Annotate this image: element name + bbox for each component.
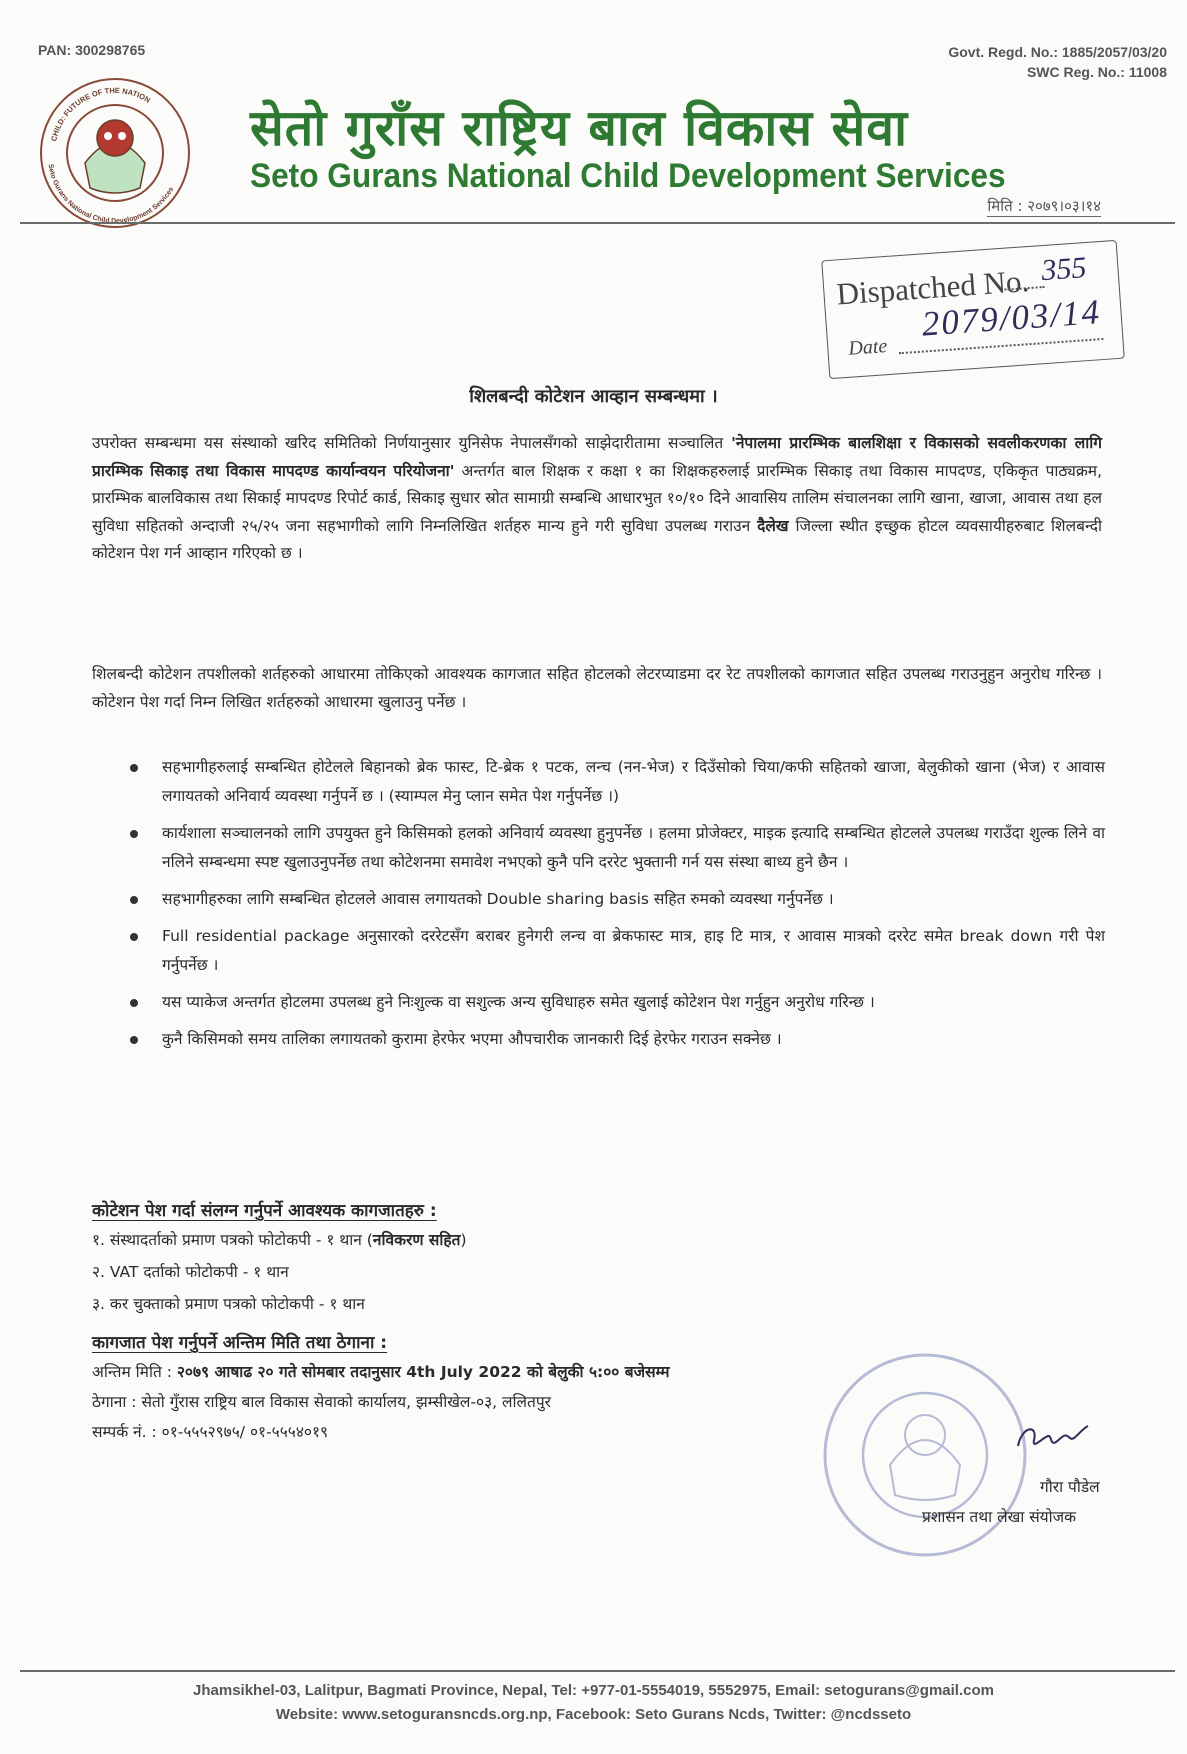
signatory-title: प्रशासन तथा लेखा संयोजक bbox=[922, 1508, 1077, 1526]
list-item: सहभागीहरुका लागि सम्बन्धित होटलले आवास लगायतको Double sharing basis सहित रुमको व्यवस्था गर्नुपर्नेछ । bbox=[130, 885, 1105, 914]
footer-web-line: Website: www.setoguransncds.org.np, Facebook: Seto Gurans Ncds, Twitter: @ncdsseto bbox=[275, 1706, 912, 1723]
footer-divider bbox=[20, 1670, 1175, 1672]
deadline-date: अन्तिम मिति : २०७९ आषाढ २० गते सोमबार तदानुसार 4th July 2022 को बेलुकी ५:०० बजेसम्म bbox=[92, 1363, 670, 1381]
intro-text-a: उपरोक्त सम्बन्धमा यस संस्थाको खरिद समितिको निर्णयानुसार युनिसेफ नेपालसँगको साझेदारीतामा सञ्चालित bbox=[92, 434, 732, 452]
bullet-icon bbox=[130, 830, 138, 838]
bullet-icon bbox=[130, 764, 138, 772]
bullet-icon bbox=[130, 999, 138, 1007]
intro-paragraph bbox=[92, 430, 1102, 568]
logo-text-top: CHILD: FUTURE OF THE NATION bbox=[49, 85, 152, 143]
govt-regd-number: Govt. Regd. No.: 1885/2057/03/20 bbox=[948, 44, 1167, 60]
list-item: सहभागीहरुलाई सम्बन्धित होटेलले बिहानको ब्रेक फास्ट, टि-ब्रेक १ पटक, लन्च (नन-भेज) र दिउँसोको चिया/कफी सहितको खाजा, बेलुकीको खाना (भेज) र आवास लगायतको अनिवार्य व्यवस्था गर्नुपर्ने छ । (स्याम्पल मेनु प्लान समेत पेश गर्नुपर्नेछ ।) bbox=[130, 753, 1105, 811]
registration-numbers bbox=[948, 42, 1167, 82]
list-item: कार्यशाला सञ्चालनको लागि उपयुक्त हुने किसिमको हलको अनिवार्य व्यवस्था हुनुपर्नेछ । हलमा प्रोजेक्टर, माइक इत्यादि सम्बन्धित होटलले उपलब्ध गराउँदा शुल्क लिने वा नलिने सम्बन्धमा स्पष्ट खुलाउनुपर्नेछ तथा कोटेशनमा समावेश नभएको कुनै पनि दररेट भुक्तानी गर्न यस संस्था बाध्य हुने छैन । bbox=[130, 819, 1105, 877]
organization-seal-stamp bbox=[790, 1325, 1060, 1595]
dispatch-number-value: 355 bbox=[1040, 251, 1088, 288]
required-documents-heading: कोटेशन पेश गर्दा संलग्न गर्नुपर्ने आवश्यक कागजातहरु : bbox=[92, 1201, 437, 1221]
bullet-icon bbox=[130, 1036, 138, 1044]
dispatch-stamp bbox=[821, 240, 1125, 379]
intro-text-c: जिल्ला स्थीत इच्छुक होटल व्यवसायीहरुबाट शिलबन्दी कोटेशन पेश गर्न आव्हान गरिएको छ । bbox=[92, 516, 1102, 562]
signature bbox=[1012, 1418, 1092, 1458]
contact-numbers: सम्पर्क नं. : ०१-५५५२९७५/ ०१-५५५४०१९ bbox=[92, 1423, 329, 1441]
list-item: Full residential package अनुसारको दररेटसँग बराबर हुनेगरी लन्च वा ब्रेकफास्ट मात्र, हाइ टि मात्र, र आवास मात्रको दररेट समेत break down गरी पेश गर्नुपर्नेछ । bbox=[130, 922, 1105, 980]
document-item-1: १. संस्थादर्ताको प्रमाण पत्रको फोटोकपी - १ थान (नविकरण सहित) bbox=[92, 1231, 467, 1249]
list-item: यस प्याकेज अन्तर्गत होटलमा उपलब्ध हुने निःशुल्क वा सशुल्क अन्य सुविधाहरु समेत खुलाई कोटेशन पेश गर्नुहुन अनुरोध गरिन्छ । bbox=[130, 988, 1105, 1017]
intro-text-b: अन्तर्गत बाल शिक्षक र कक्षा १ का शिक्षकहरुलाई प्रारम्भिक सिकाइ तथा विकास मापदण्ड, एकिकृत पाठ्यक्रम, प्रारम्भिक बालविकास तथा सिकाई मापदण्ड रिपोर्ट कार्ड, सिकाइ सुधार स्रोत सामाग्री सम्बन्धि आधारभुत १०/१० दिने आवासिय तालिम संचालनका लागि खाना, खाजा, आवास तथा हल सुविधा सहितको अन्दाजी २५/२५ जना सहभागीको लागि निम्नलिखित शर्तहरु मान्य हुने गरी सुविधा उपलब्ध गराउन bbox=[92, 461, 1102, 535]
letter-subject: शिलबन्दी कोटेशन आव्हान सम्बन्धमा । bbox=[469, 386, 718, 407]
submission-address: ठेगाना : सेतो गुँरास राष्ट्रिय बाल विकास सेवाको कार्यालय, झम्सीखेल-०३, ललितपुर bbox=[92, 1393, 552, 1411]
footer-address-line: Jhamsikhel-03, Lalitpur, Bagmati Province, Nepal, Tel: +977-01-5554019, 5552975, Email: setogurans@gmail.com bbox=[193, 1682, 994, 1699]
list-item: कुनै किसिमको समय तालिका लगायतको कुरामा हेरफेर भएमा औपचारीक जानकारी दिई हेरफेर गराउन सक्नेछ । bbox=[130, 1025, 1105, 1054]
dispatch-number-label: Dispatched No. bbox=[835, 263, 1031, 312]
deadline-heading: कागजात पेश गर्नुपर्ने अन्तिम मिति तथा ठेगाना : bbox=[92, 1333, 388, 1353]
request-paragraph: शिलबन्दी कोटेशन तपशीलको शर्तहरुको आधारमा तोकिएको आवश्यक कागजात सहित होटलको लेटरप्याडमा दर रेट तपशीलको कागजात सहित उपलब्ध गराउनुहुन अनुरोध गरिन्छ । कोटेशन पेश गर्दा निम्न लिखित शर्तहरुको आधारमा खुलाउनु पर्नेछ । bbox=[92, 665, 1102, 711]
document-item-2: २. VAT दर्ताको फोटोकपी - १ थान bbox=[92, 1263, 289, 1281]
organization-name-english: Seto Gurans National Child Development Services bbox=[250, 157, 1006, 195]
district-name: दैलेख bbox=[757, 516, 789, 535]
logo-text-bottom: Seto Gurans National Child Development Services bbox=[46, 163, 176, 226]
dispatch-date-label: Date bbox=[847, 335, 889, 360]
signatory-name: गौरा पौडेल bbox=[1040, 1478, 1100, 1496]
bullet-icon bbox=[130, 896, 138, 904]
swc-reg-number: SWC Reg. No.: 11008 bbox=[1026, 64, 1167, 80]
header-divider bbox=[20, 222, 1175, 224]
document-item-3: ३. कर चुक्ताको प्रमाण पत्रको फोटोकपी - १ थान bbox=[92, 1295, 365, 1313]
conditions-list bbox=[130, 753, 1105, 1062]
pan-number: PAN: 300298765 bbox=[38, 42, 146, 58]
project-name: 'नेपालमा प्रारम्भिक बालशिक्षा र विकासको सवलीकरणका लागि प्रारम्भिक सिकाइ तथा विकास मापदण्ड कार्यान्वयन परियोजना' bbox=[92, 434, 1102, 480]
dispatch-date-value: 2079/03/14 bbox=[920, 292, 1103, 344]
organization-name-nepali: सेतो गुराँस राष्ट्रिय बाल विकास सेवा bbox=[250, 99, 909, 157]
letter-date: मिति : २०७९।०३।१४ bbox=[987, 197, 1101, 215]
bullet-icon bbox=[130, 933, 138, 941]
organization-logo bbox=[30, 68, 200, 228]
